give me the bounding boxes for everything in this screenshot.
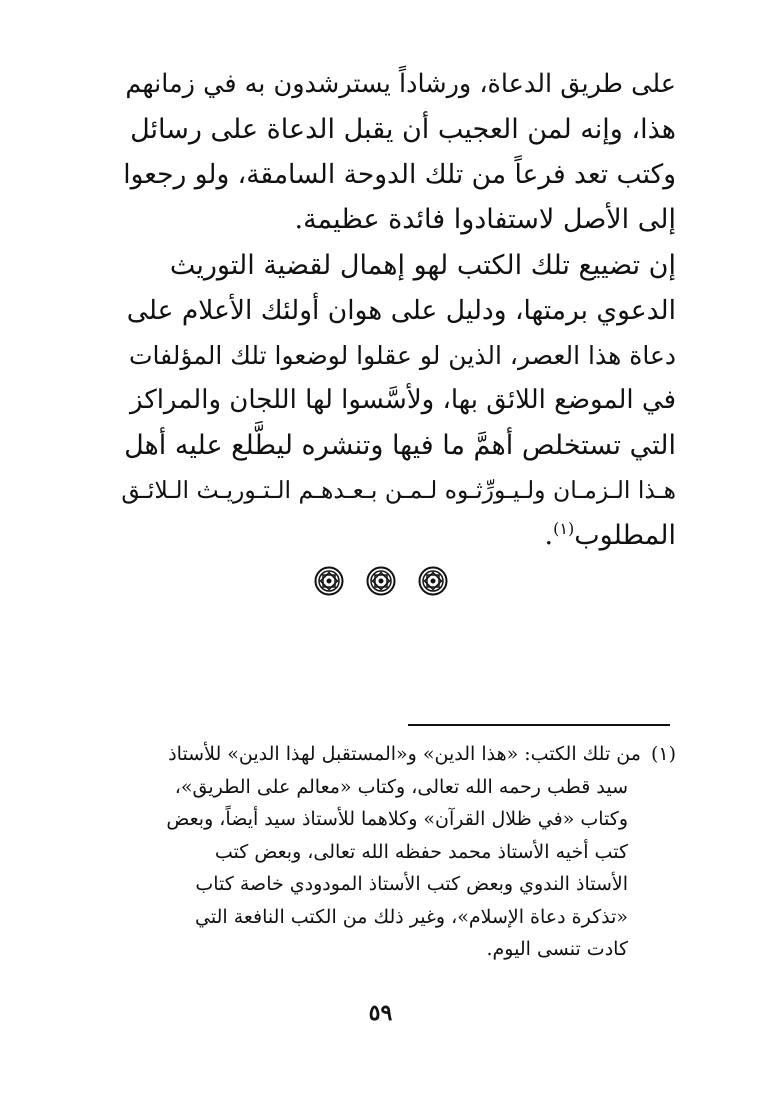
paragraph-2-last-line [120,513,676,558]
footnote-first-line [120,738,676,771]
footnote-line: سيد قطب رحمه الله تعالى، وكتاب «معالم على الطريق»، [174,775,628,798]
sentence-end: . [544,520,554,551]
ornament-icon [418,566,448,596]
footnote-separator [408,724,670,726]
footnote-text: من تلك الكتب: «هذا الدين» و«المستقبل لهذا الدين» للأستاذ [168,743,641,765]
footnote [120,738,676,966]
paragraph-1-line: إلى الأصل لاستفادوا فائدة عظيمة. [294,204,676,235]
paragraph-2-line: التي تستخلص أهمَّ ما فيها وتنشره ليطَّلع عليه أهل [124,430,676,461]
paragraph-2 [120,243,676,558]
paragraph-2-line: الدعوي برمتها، ودليل على هوان أولئك الأعلام على [126,295,676,326]
paragraph-1-line: على طريق الدعاة، ورشاداً يسترشدون به في زمانهم [125,69,676,99]
paragraph-2-line: هـذا الـزمـان ولـيـورِّثـوه لـمـن بـعـدهـم الـتـوريـث الـلائـق [121,476,676,504]
footnote-line: كتب أخيه الأستاذ محمد حفظه الله تعالى، وبعض كتب [214,840,628,863]
footnote-line: «تذكرة دعاة الإسلام»، وغير ذلك من الكتب النافعة التي [195,905,628,928]
footnote-reference[interactable]: (١) [553,519,575,538]
ornament-icon [314,566,344,596]
page-number: ٥٩ [368,1000,393,1026]
footnote-line: كادت تنسى اليوم. [486,938,628,960]
footnote-line: وكتاب «في ظلال القرآن» وكلاهما للأستاذ سيد أيضاً، وبعض [166,808,628,830]
paragraph-1-line: هذا، وإنه لمن العجيب أن يقبل الدعاة على رسائل [130,114,676,145]
paragraph-2-line: دعاة هذا العصر، الذين لو عقلوا لوضعوا تلك المؤلفات [129,341,676,370]
footnote-line: الأستاذ الندوي وبعض كتب الأستاذ المودودي خاصة كتاب [195,873,628,895]
ornament-icon [366,566,396,596]
paragraph-2-line: إن تضييع تلك الكتب لهو إهمال لقضية التوريث [169,250,676,281]
last-word: المطلوب [574,520,676,551]
footnote-marker: (١) [650,743,676,765]
section-divider-ornaments [0,566,761,602]
paragraph-1-line: وكتب تعد فرعاً من تلك الدوحة السامقة، ولو رجعوا [123,159,676,190]
paragraph-2-line: في الموضع اللائق بها، ولأسَّسوا لها اللجان والمراكز [129,385,676,415]
paragraph-1 [120,62,676,242]
